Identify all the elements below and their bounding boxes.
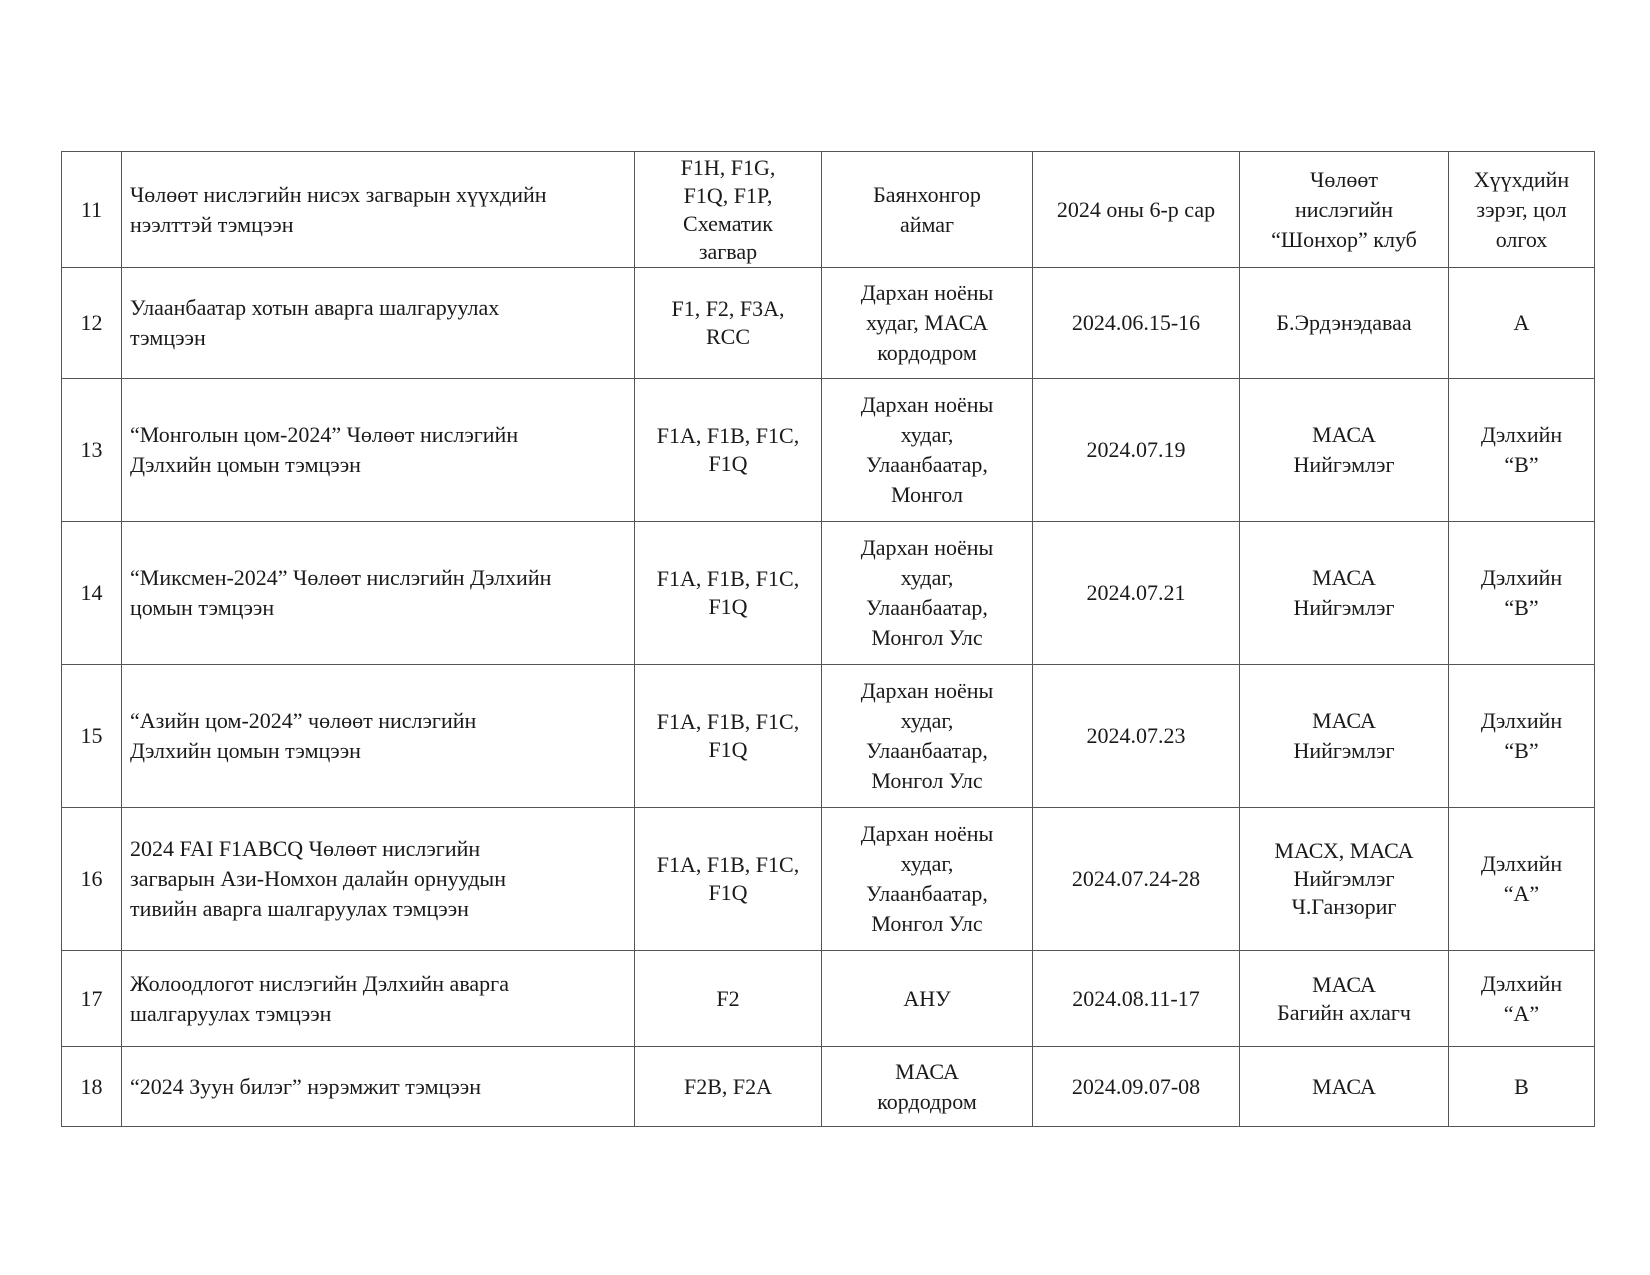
venue: АНУ [822, 951, 1033, 1047]
venue: МАСА кордодром [822, 1047, 1033, 1127]
model-class: F1, F2, F3A, RCC [635, 268, 822, 379]
model-class: F2B, F2A [635, 1047, 822, 1127]
venue: Баянхонгор аймаг [822, 152, 1033, 268]
venue: Дархан ноёны худаг, Улаанбаатар, Монгол Улс [822, 522, 1033, 665]
model-class: F2 [635, 951, 822, 1047]
event-date: 2024.08.11-17 [1033, 951, 1240, 1047]
organizer: Б.Эрдэнэдаваа [1240, 268, 1449, 379]
event-date: 2024.07.24-28 [1033, 808, 1240, 951]
organizer: МАСХ, МАСА Нийгэмлэг Ч.Ганзориг [1240, 808, 1449, 951]
rank-level: А [1449, 268, 1595, 379]
organizer: Чөлөөт нислэгийн “Шонхор” клуб [1240, 152, 1449, 268]
row-number: 11 [62, 152, 122, 268]
event-date: 2024.07.21 [1033, 522, 1240, 665]
competition-name: “Миксмен-2024” Чөлөөт нислэгийн Дэлхийн цомын тэмцээн [122, 522, 635, 665]
row-number: 12 [62, 268, 122, 379]
event-date: 2024.09.07-08 [1033, 1047, 1240, 1127]
row-number: 16 [62, 808, 122, 951]
rank-level: В [1449, 1047, 1595, 1127]
rank-level: Дэлхийн “В” [1449, 379, 1595, 522]
rank-level: Дэлхийн “В” [1449, 665, 1595, 808]
venue: Дархан ноёны худаг, Улаанбаатар, Монгол Улс [822, 808, 1033, 951]
venue: Дархан ноёны худаг, Улаанбаатар, Монгол [822, 379, 1033, 522]
rank-level: Хүүхдийн зэрэг, цол олгох [1449, 152, 1595, 268]
rank-level: Дэлхийн “А” [1449, 808, 1595, 951]
table-row [62, 1047, 1595, 1127]
organizer: МАСА Нийгэмлэг [1240, 379, 1449, 522]
table-row [62, 665, 1595, 808]
event-date: 2024.06.15-16 [1033, 268, 1240, 379]
event-date: 2024 оны 6-р сар [1033, 152, 1240, 268]
row-number: 18 [62, 1047, 122, 1127]
table-row [62, 152, 1595, 268]
model-class: F1A, F1B, F1C, F1Q [635, 379, 822, 522]
venue: Дархан ноёны худаг, МАСА кордодром [822, 268, 1033, 379]
competition-name: 2024 FAI F1ABCQ Чөлөөт нислэгийн загварын Ази-Номхон далайн орнуудын тивийн аварга шалгаруулах тэмцээн [122, 808, 635, 951]
organizer: МАСА Нийгэмлэг [1240, 665, 1449, 808]
organizer: МАСА Багийн ахлагч [1240, 951, 1449, 1047]
competition-name: Жолоодлогот нислэгийн Дэлхийн аварга шалгаруулах тэмцээн [122, 951, 635, 1047]
row-number: 13 [62, 379, 122, 522]
rank-level: Дэлхийн “А” [1449, 951, 1595, 1047]
model-class: F1A, F1B, F1C, F1Q [635, 665, 822, 808]
venue: Дархан ноёны худаг, Улаанбаатар, Монгол Улс [822, 665, 1033, 808]
competition-name: Чөлөөт нислэгийн нисэх загварын хүүхдийн нээлттэй тэмцээн [122, 152, 635, 268]
event-date: 2024.07.19 [1033, 379, 1240, 522]
competition-name: “Монголын цом-2024” Чөлөөт нислэгийн Дэлхийн цомын тэмцээн [122, 379, 635, 522]
row-number: 14 [62, 522, 122, 665]
table-row [62, 379, 1595, 522]
row-number: 17 [62, 951, 122, 1047]
competition-name: Улаанбаатар хотын аварга шалгаруулах тэмцээн [122, 268, 635, 379]
competition-name: “2024 Зуун билэг” нэрэмжит тэмцээн [122, 1047, 635, 1127]
organizer: МАСА Нийгэмлэг [1240, 522, 1449, 665]
organizer: МАСА [1240, 1047, 1449, 1127]
rank-level: Дэлхийн “В” [1449, 522, 1595, 665]
table-row [62, 522, 1595, 665]
row-number: 15 [62, 665, 122, 808]
event-date: 2024.07.23 [1033, 665, 1240, 808]
model-class: F1A, F1B, F1C, F1Q [635, 808, 822, 951]
model-class: F1A, F1B, F1C, F1Q [635, 522, 822, 665]
table-row [62, 951, 1595, 1047]
model-class: F1H, F1G, F1Q, F1P, Схематик загвар [635, 152, 822, 268]
table-row [62, 808, 1595, 951]
competition-name: “Азийн цом-2024” чөлөөт нислэгийн Дэлхийн цомын тэмцээн [122, 665, 635, 808]
competition-schedule-table [61, 151, 1595, 1127]
table-row [62, 268, 1595, 379]
